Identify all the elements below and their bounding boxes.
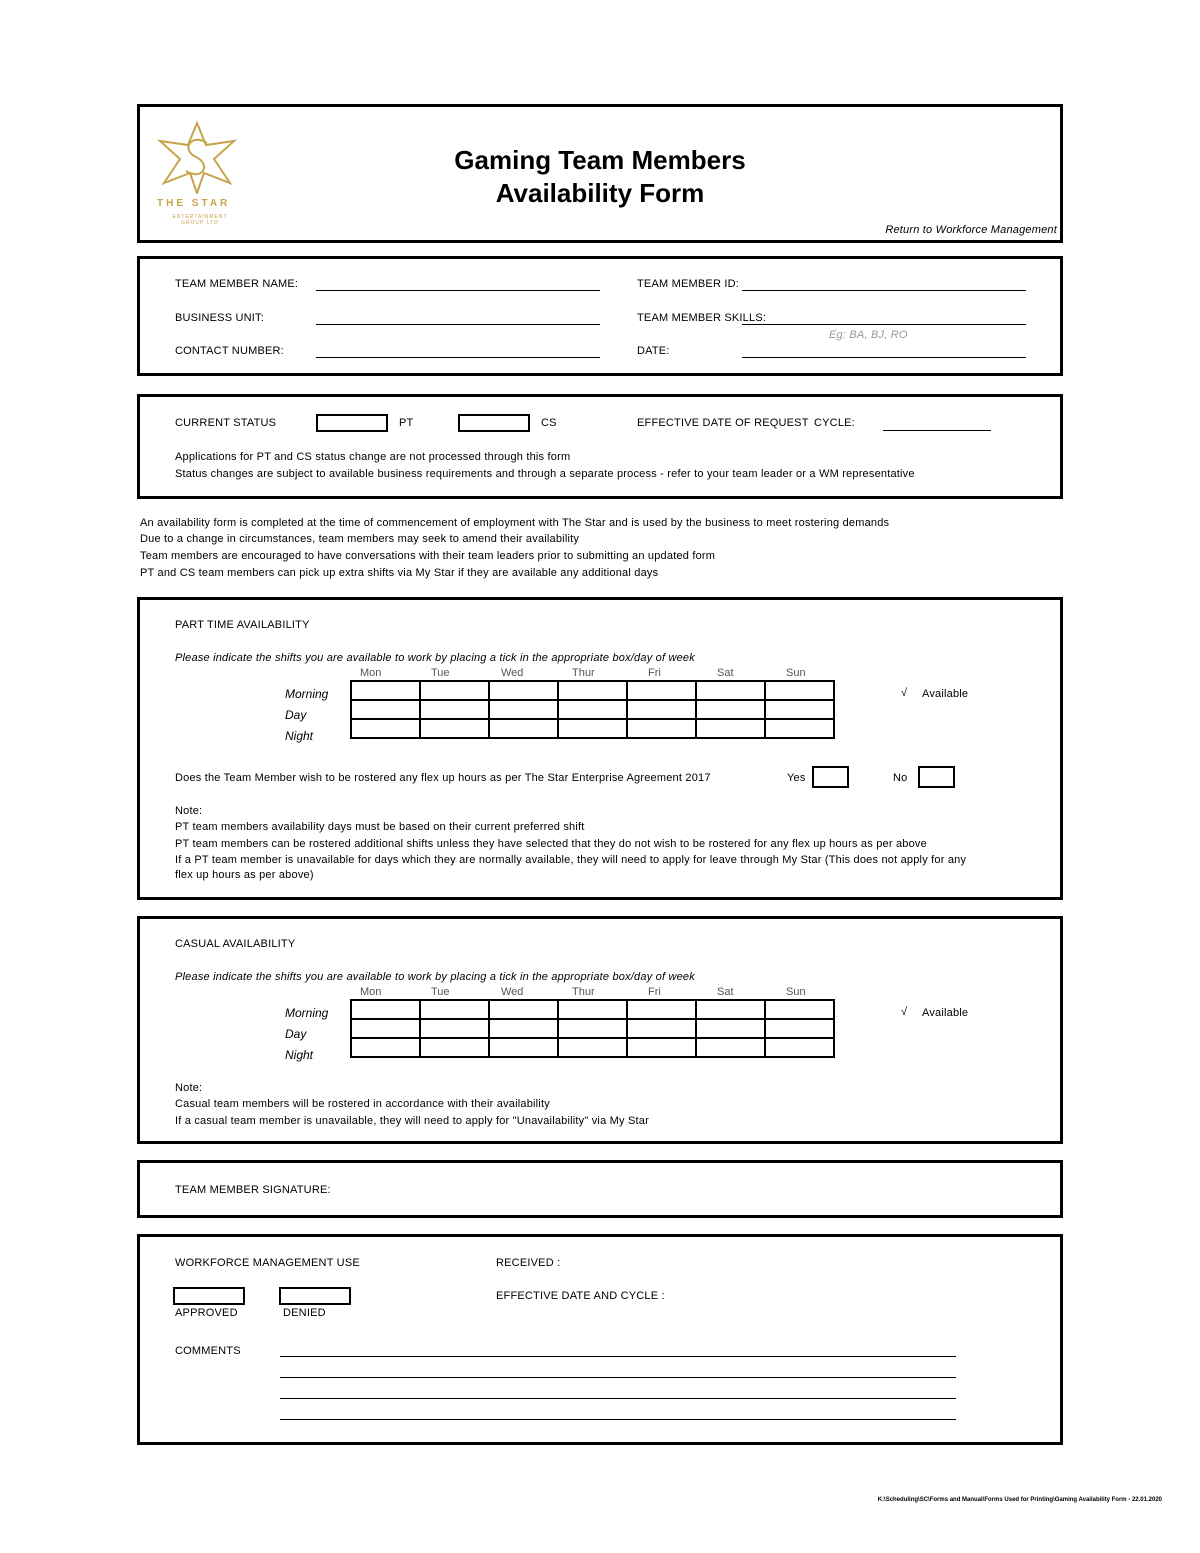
available-legend: Available <box>922 688 969 700</box>
grid-cell[interactable] <box>558 700 627 719</box>
casual-availability-grid <box>350 999 835 1058</box>
grid-cell[interactable] <box>351 719 420 738</box>
casual-box <box>137 916 1063 1144</box>
flex-no-checkbox[interactable] <box>918 766 955 788</box>
received-label: RECEIVED : <box>496 1257 561 1269</box>
status-note-1: Applications for PT and CS status change are not processed through this form <box>175 451 571 463</box>
casual-note-label: Note: <box>175 1082 203 1094</box>
grid-cell[interactable] <box>696 1000 765 1019</box>
current-status-label: CURRENT STATUS <box>175 417 277 429</box>
day-header-sat: Sat <box>717 986 734 998</box>
cycle-label: CYCLE: <box>814 417 855 429</box>
day-header-sun: Sun <box>786 667 806 679</box>
approved-label: APPROVED <box>175 1307 238 1319</box>
casual-note-1: Casual team members will be rostered in accordance with their availability <box>175 1098 550 1110</box>
status-note-2: Status changes are subject to available business requirements and through a separate process - refer to your team leader or a WM representative <box>175 468 915 480</box>
member-details-box <box>137 256 1063 376</box>
day-header-wed: Wed <box>501 986 524 998</box>
grid-cell[interactable] <box>489 1000 558 1019</box>
team-member-id-label: TEAM MEMBER ID: <box>637 278 740 290</box>
grid-cell[interactable] <box>420 1019 489 1038</box>
casual-instruction: Please indicate the shifts you are available to work by placing a tick in the appropriate box/day of week <box>175 971 695 983</box>
grid-cell[interactable] <box>696 719 765 738</box>
grid-cell[interactable] <box>351 700 420 719</box>
team-member-skills-label: TEAM MEMBER SKILLS: <box>637 312 767 324</box>
cycle-field[interactable] <box>883 430 991 431</box>
grid-cell[interactable] <box>351 1000 420 1019</box>
grid-row-night <box>351 719 834 738</box>
approved-checkbox[interactable] <box>173 1287 245 1305</box>
day-header-sat: Sat <box>717 667 734 679</box>
wfm-box <box>137 1234 1063 1445</box>
contact-number-field[interactable] <box>316 357 600 358</box>
grid-cell[interactable] <box>765 700 834 719</box>
pt-note-label: Note: <box>175 805 203 817</box>
part-time-box <box>137 597 1063 900</box>
grid-row-night <box>351 1038 834 1057</box>
comments-line-2[interactable] <box>280 1377 956 1378</box>
grid-cell[interactable] <box>489 1038 558 1057</box>
grid-cell[interactable] <box>696 1019 765 1038</box>
day-header-thur: Thur <box>572 667 595 679</box>
grid-row-day <box>351 700 834 719</box>
date-label: DATE: <box>637 345 670 357</box>
signature-label: TEAM MEMBER SIGNATURE: <box>175 1184 331 1196</box>
shift-label-morning: Morning <box>285 1006 329 1020</box>
form-title-line2: Availability Form <box>495 178 705 208</box>
shift-label-day: Day <box>285 708 307 722</box>
wfm-heading: WORKFORCE MANAGEMENT USE <box>175 1257 360 1269</box>
comments-line-1[interactable] <box>280 1356 956 1357</box>
cs-label: CS <box>541 417 557 429</box>
flex-yes-checkbox[interactable] <box>812 766 849 788</box>
grid-cell[interactable] <box>765 1000 834 1019</box>
grid-cell[interactable] <box>351 1019 420 1038</box>
cs-checkbox[interactable] <box>458 414 530 432</box>
grid-cell[interactable] <box>558 1000 627 1019</box>
grid-cell[interactable] <box>765 1038 834 1057</box>
footer-path: K:\Scheduling\SC\Forms and Manual\Forms Used for Printing\Gaming Availability Form - 22.01.2020 <box>877 1497 1162 1503</box>
grid-row-day <box>351 1019 834 1038</box>
comments-line-4[interactable] <box>280 1419 956 1420</box>
intro-line-2: Due to a change in circumstances, team members may seek to amend their availability <box>140 533 580 545</box>
casual-note-2: If a casual team member is unavailable, they will need to apply for "Unavailability" via My Star <box>175 1115 649 1127</box>
available-legend: Available <box>922 1007 969 1019</box>
pt-note-1: PT team members availability days must be based on their current preferred shift <box>175 821 585 833</box>
grid-cell[interactable] <box>696 1038 765 1057</box>
intro-line-1: An availability form is completed at the time of commencement of employment with The Star and is used by the business to meet rostering demands <box>140 517 890 529</box>
signature-box <box>137 1160 1063 1218</box>
grid-cell[interactable] <box>489 1019 558 1038</box>
day-header-sun: Sun <box>786 986 806 998</box>
denied-label: DENIED <box>283 1307 326 1319</box>
grid-cell[interactable] <box>420 700 489 719</box>
grid-cell[interactable] <box>558 719 627 738</box>
grid-row-morning <box>351 681 834 700</box>
logo-name: THE STAR <box>157 198 231 209</box>
team-member-name-label: TEAM MEMBER NAME: <box>175 278 299 290</box>
shift-label-morning: Morning <box>285 687 329 701</box>
grid-cell[interactable] <box>627 1000 696 1019</box>
business-unit-field[interactable] <box>316 324 600 325</box>
grid-cell[interactable] <box>558 1019 627 1038</box>
grid-cell[interactable] <box>765 1019 834 1038</box>
grid-cell[interactable] <box>351 681 420 700</box>
intro-line-4: PT and CS team members can pick up extra shifts via My Star if they are available any additional days <box>140 567 659 579</box>
comments-line-3[interactable] <box>280 1398 956 1399</box>
team-member-skills-field[interactable] <box>742 324 1026 325</box>
pt-note-2: PT team members can be rostered additional shifts unless they have selected that they do not wish to be rostered for any flex up hours as per above <box>175 838 927 850</box>
form-title-line1: Gaming Team Members <box>454 145 746 175</box>
part-time-heading: PART TIME AVAILABILITY <box>175 619 310 631</box>
day-header-tue: Tue <box>431 986 450 998</box>
intro-line-3: Team members are encouraged to have conversations with their team leaders prior to submitting an updated form <box>140 550 716 562</box>
grid-cell[interactable] <box>765 719 834 738</box>
grid-cell[interactable] <box>627 681 696 700</box>
grid-cell[interactable] <box>558 681 627 700</box>
grid-cell[interactable] <box>489 719 558 738</box>
day-header-thur: Thur <box>572 986 595 998</box>
shift-label-night: Night <box>285 729 314 743</box>
grid-cell[interactable] <box>420 1038 489 1057</box>
grid-cell[interactable] <box>696 681 765 700</box>
date-field[interactable] <box>742 357 1026 358</box>
grid-cell[interactable] <box>420 719 489 738</box>
grid-cell[interactable] <box>351 1038 420 1057</box>
day-header-wed: Wed <box>501 667 524 679</box>
flex-no-label: No <box>893 772 908 784</box>
logo-subtitle: ENTERTAINMENT GROUP LTD <box>172 214 228 226</box>
comments-label: COMMENTS <box>175 1345 241 1357</box>
grid-cell[interactable] <box>696 700 765 719</box>
grid-cell[interactable] <box>627 700 696 719</box>
status-box <box>137 394 1063 499</box>
tick-icon: √ <box>901 687 908 699</box>
denied-checkbox[interactable] <box>279 1287 351 1305</box>
casual-heading: CASUAL AVAILABILITY <box>175 938 296 950</box>
flex-yes-label: Yes <box>787 772 806 784</box>
business-unit-label: BUSINESS UNIT: <box>175 312 264 324</box>
contact-number-label: CONTACT NUMBER: <box>175 345 284 357</box>
team-member-name-field[interactable] <box>316 290 600 291</box>
team-member-id-field[interactable] <box>742 290 1026 291</box>
pt-note-4: flex up hours as per above) <box>175 869 314 881</box>
grid-row-morning <box>351 1000 834 1019</box>
grid-cell[interactable] <box>420 681 489 700</box>
grid-cell[interactable] <box>627 1019 696 1038</box>
effective-cycle-label: EFFECTIVE DATE AND CYCLE : <box>496 1290 665 1302</box>
part-time-availability-grid <box>350 680 835 739</box>
grid-cell[interactable] <box>489 681 558 700</box>
day-header-mon: Mon <box>360 986 382 998</box>
day-header-fri: Fri <box>648 986 661 998</box>
grid-cell[interactable] <box>765 681 834 700</box>
day-header-tue: Tue <box>431 667 450 679</box>
grid-cell[interactable] <box>627 1038 696 1057</box>
flex-question: Does the Team Member wish to be rostered any flex up hours as per The Star Enterprise Agreement 2017 <box>175 772 711 784</box>
day-header-mon: Mon <box>360 667 382 679</box>
tick-icon: √ <box>901 1006 908 1018</box>
grid-cell[interactable] <box>558 1038 627 1057</box>
grid-cell[interactable] <box>489 700 558 719</box>
part-time-instruction: Please indicate the shifts you are available to work by placing a tick in the appropriate box/day of week <box>175 652 695 664</box>
pt-label: PT <box>399 417 414 429</box>
return-note: Return to Workforce Management <box>885 224 1057 236</box>
shift-label-day: Day <box>285 1027 307 1041</box>
shift-label-night: Night <box>285 1048 314 1062</box>
effective-date-label: EFFECTIVE DATE OF REQUEST <box>637 417 809 429</box>
signature-field[interactable] <box>340 1171 1040 1207</box>
pt-note-3: If a PT team member is unavailable for days which they are normally available, they will need to apply for leave through My Star (This does not apply for any <box>175 854 967 866</box>
pt-checkbox[interactable] <box>316 414 388 432</box>
grid-cell[interactable] <box>420 1000 489 1019</box>
skills-hint: Eg: BA, BJ, RO <box>829 329 908 341</box>
grid-cell[interactable] <box>627 719 696 738</box>
day-header-fri: Fri <box>648 667 661 679</box>
header-box <box>137 104 1063 243</box>
